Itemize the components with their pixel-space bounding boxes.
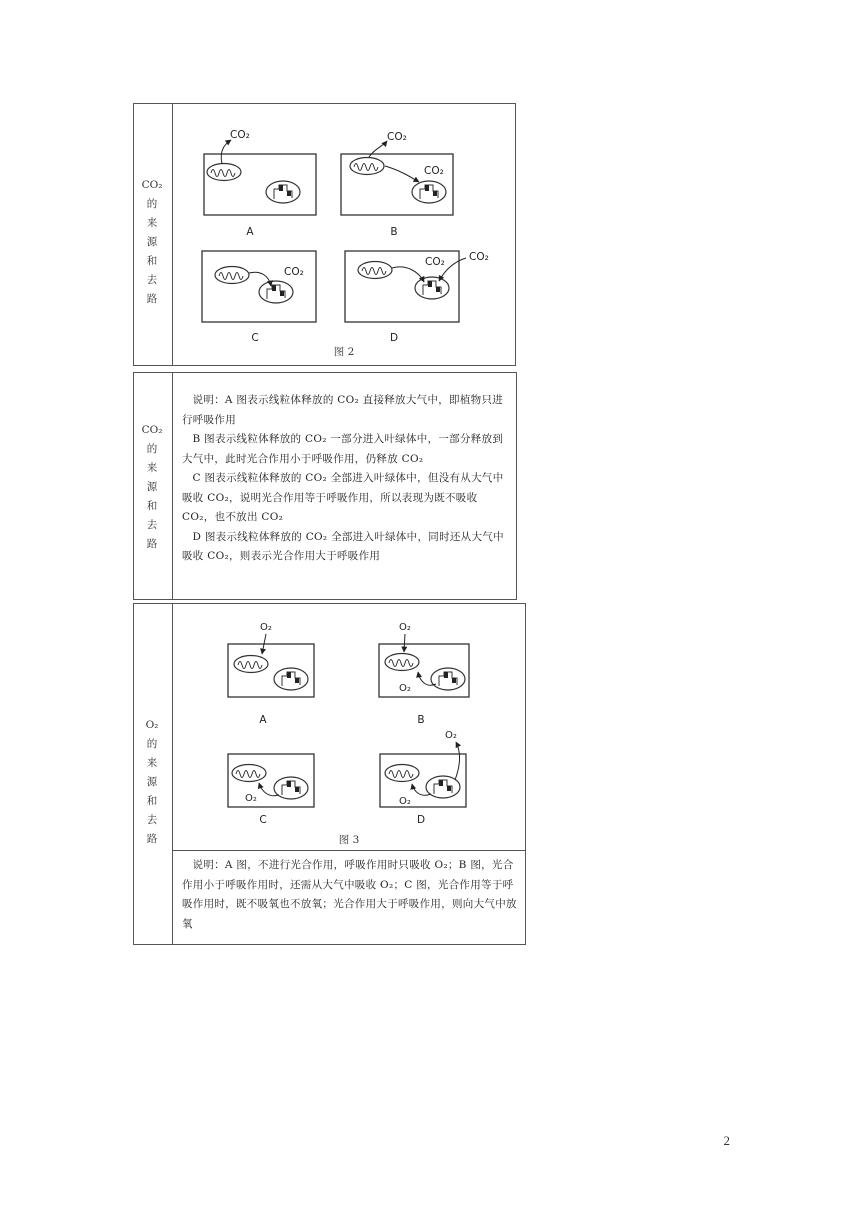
panel-c-diagram xyxy=(202,251,316,344)
figure-2-caption: 图 2 xyxy=(333,346,355,358)
o2-panel-c-label: C xyxy=(259,814,267,826)
o2-panel-c-gas-label: O₂ xyxy=(245,793,257,804)
panel-a-label: A xyxy=(246,226,254,238)
panel-b-label: B xyxy=(390,226,398,238)
o2-panel-a-diagram xyxy=(228,622,314,726)
o2-panel-b-label: B xyxy=(417,714,425,726)
panel-d-gas-label-in: CO₂ xyxy=(425,256,445,268)
panel-a-diagram xyxy=(204,129,316,238)
o2-panel-b-gas-label-air: O₂ xyxy=(399,622,411,633)
o2-panel-a-label: A xyxy=(259,714,267,726)
o2-panel-d-diagram xyxy=(380,730,466,826)
o2-row xyxy=(133,603,526,945)
description-paragraph-d: D 图表示线粒体释放的 CO₂ 全部进入叶绿体中，同时还从大气中吸收 CO₂，则表示光合作用大于呼吸作用 xyxy=(182,530,504,562)
row-label: O₂ 的 来 源 和 去 路 xyxy=(145,719,159,845)
row-label: CO₂ 的 来 源 和 去 路 xyxy=(141,179,163,305)
panel-d-diagram xyxy=(345,251,489,344)
panel-c-label: C xyxy=(251,332,259,344)
panel-b-gas-label-in: CO₂ xyxy=(424,165,444,177)
panel-d-gas-label-air: CO₂ xyxy=(469,251,489,263)
description-paragraph-a: 说明：A 图表示线粒体释放的 CO₂ 直接释放大气中，即植物只进行呼吸作用 xyxy=(182,394,504,426)
o2-description xyxy=(182,856,520,934)
figure-3-caption: 图 3 xyxy=(338,834,360,846)
o2-description-text: 说明：A 图，不进行光合作用，呼吸作用时只吸收 O₂；B 图，光合作用小于呼吸作用时，还需从大气中吸收 O₂；C 图，光合作用等于呼吸作用时，既不吸氧也不放氧；光合作用大于呼吸作用，则向大气中放氧 xyxy=(182,859,517,930)
o2-panel-b-diagram xyxy=(379,622,469,726)
figure-2 xyxy=(173,104,516,366)
page-number: 2 xyxy=(723,1133,730,1148)
row-label: CO₂ 的 来 源 和 去 路 xyxy=(141,424,163,550)
o2-panel-d-gas-label-in: O₂ xyxy=(399,796,411,807)
description-paragraph-c: C 图表示线粒体释放的 CO₂ 全部进入叶绿体中，但没有从大气中吸收 CO₂，说明光合作用等于呼吸作用，所以表现为既不吸收 CO₂，也不放出 CO₂ xyxy=(182,472,504,523)
co2-description xyxy=(182,391,510,567)
panel-d-label: D xyxy=(389,332,399,344)
panel-b-diagram xyxy=(341,131,453,238)
o2-panel-b-gas-label-in: O₂ xyxy=(399,683,411,694)
o2-panel-d-gas-label-air: O₂ xyxy=(445,730,457,741)
o2-panel-d-label: D xyxy=(416,814,426,826)
co2-figure-row xyxy=(133,103,516,366)
figure-3 xyxy=(173,604,526,850)
panel-b-gas-label-up: CO₂ xyxy=(387,131,407,143)
panel-c-gas-label: CO₂ xyxy=(284,266,304,278)
panel-a-gas-label: CO₂ xyxy=(230,129,250,141)
o2-panel-a-gas-label: O₂ xyxy=(260,622,272,633)
description-paragraph-b: B 图表示线粒体释放的 CO₂ 一部分进入叶绿体中，一部分释放到大气中，此时光合作用小于呼吸作用，仍释放 CO₂ xyxy=(182,433,504,465)
o2-panel-c-diagram xyxy=(228,754,314,826)
co2-description-row xyxy=(133,372,517,600)
